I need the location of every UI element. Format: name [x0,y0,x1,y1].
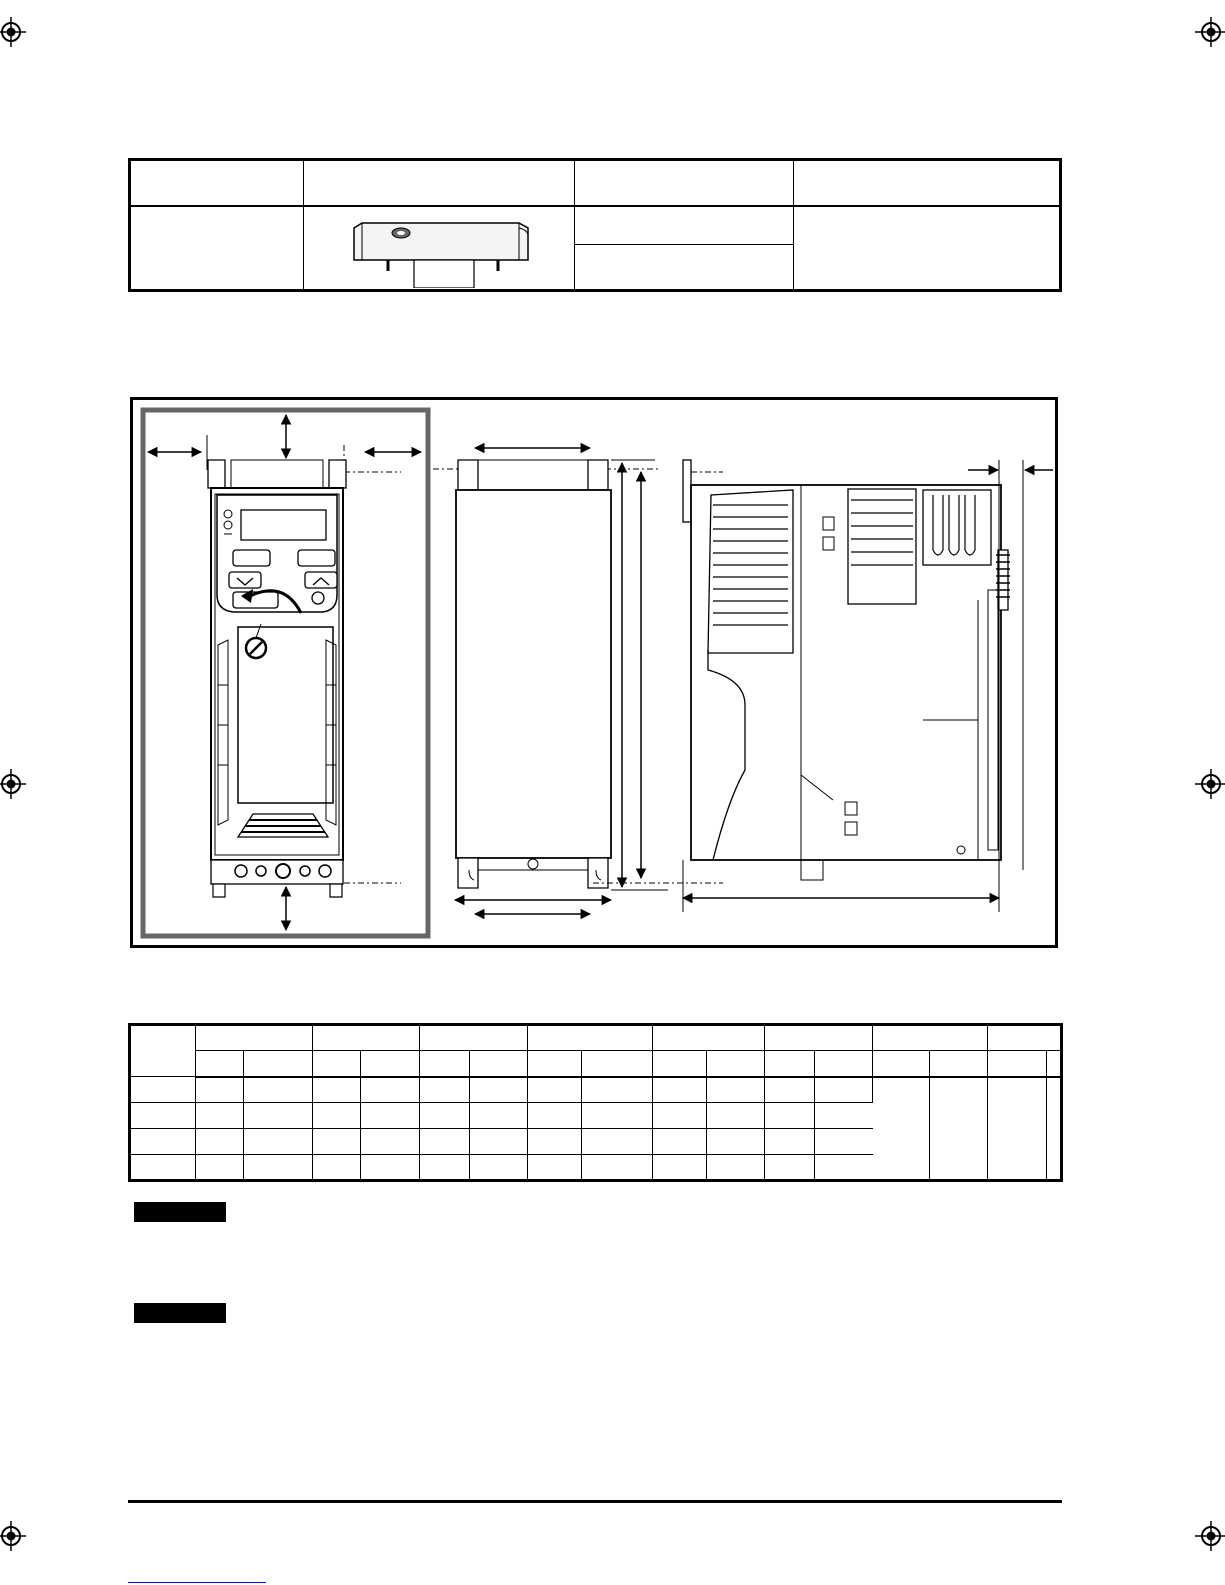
table-cell [765,1103,815,1129]
table-cell [815,1155,873,1181]
table-cell [528,1155,582,1181]
table-cell [361,1077,420,1103]
table-cell [244,1129,313,1155]
table-cell [130,1077,196,1103]
header-cell [304,160,575,207]
table-cell [653,1155,707,1181]
table-cell [130,1129,196,1155]
header-cell [653,1025,765,1051]
header-cell [765,1025,873,1051]
header-cell [528,1051,582,1077]
header-cell [313,1025,420,1051]
table-cell [582,1077,653,1103]
accessory-description [794,206,1061,290]
table-cell [707,1129,765,1155]
header-cell [244,1051,313,1077]
dimension-figure [130,397,1058,948]
front-view [143,410,428,936]
header-cell [988,1025,1062,1051]
table-cell [707,1103,765,1129]
footer-link-underline[interactable] [128,1582,266,1583]
table-cell [313,1155,361,1181]
header-cell [653,1051,707,1077]
registration-mark-middle-left [0,767,34,801]
header-cell [815,1051,873,1077]
header-cell [794,160,1061,207]
table-cell [361,1129,420,1155]
table-cell [420,1103,470,1129]
table-cell [361,1103,420,1129]
table-cell [313,1103,361,1129]
table-cell [707,1155,765,1181]
header-cell [575,160,794,207]
registration-mark-bottom-right [1191,1518,1225,1552]
table-cell [470,1077,528,1103]
table-cell [420,1077,470,1103]
table-cell [582,1155,653,1181]
table-cell [930,1077,988,1181]
accessory-table [128,158,1062,292]
note-badge [134,1303,226,1323]
header-cell [873,1025,988,1051]
table-cell [765,1155,815,1181]
dimensions-table [128,1023,1063,1182]
header-cell [420,1025,528,1051]
table-cell [765,1129,815,1155]
header-cell [707,1051,765,1077]
table-cell [1047,1077,1062,1181]
header-cell [765,1051,815,1077]
header-cell [196,1025,313,1051]
table-cell [653,1103,707,1129]
table-cell [707,1077,765,1103]
table-cell [470,1103,528,1129]
table-cell [313,1129,361,1155]
table-cell [313,1077,361,1103]
table-cell [815,1129,873,1155]
table-cell [361,1155,420,1181]
registration-mark-top-left [0,14,34,48]
table-cell [130,1103,196,1129]
header-cell [361,1051,420,1077]
table-cell [196,1077,244,1103]
header-cell [130,160,304,207]
header-cell [930,1051,988,1077]
side-view [433,448,723,914]
profile-view [683,460,1053,912]
table-cell [582,1129,653,1155]
table-cell [815,1103,873,1129]
table-cell [815,1077,873,1103]
table-cell [582,1103,653,1129]
accessory-image-cell [304,206,575,290]
table-header-row [130,160,1061,207]
header-cell [1047,1051,1062,1077]
header-cell [130,1025,196,1077]
note-badge [134,1202,226,1222]
table-cell [420,1155,470,1181]
header-cell [313,1051,361,1077]
accessory-bracket-image [304,208,572,288]
header-cell [196,1051,244,1077]
header-cell [582,1051,653,1077]
part-number-a [575,206,794,244]
table-row [130,206,1061,244]
table-cell [653,1129,707,1155]
table-cell [765,1077,815,1103]
table-cell [988,1077,1047,1181]
table-cell [528,1129,582,1155]
table-row [130,1077,1062,1103]
table-header-row [130,1051,1062,1077]
table-cell [196,1103,244,1129]
table-header-row [130,1025,1062,1051]
accessory-name [130,206,304,290]
drive-drawings [133,400,1055,945]
registration-mark-middle-right [1191,767,1225,801]
table-cell [130,1155,196,1181]
footer-rule [128,1500,1062,1503]
table-cell [528,1103,582,1129]
header-cell [420,1051,470,1077]
table-cell [244,1103,313,1129]
table-cell [653,1077,707,1103]
table-cell [196,1129,244,1155]
table-cell [873,1077,930,1181]
table-cell [244,1155,313,1181]
table-cell [470,1129,528,1155]
header-cell [873,1051,930,1077]
header-cell [528,1025,653,1051]
table-cell [470,1155,528,1181]
header-cell [988,1051,1047,1077]
part-number-b [575,244,794,290]
table-cell [244,1077,313,1103]
table-cell [420,1129,470,1155]
table-cell [528,1077,582,1103]
table-cell [196,1155,244,1181]
header-cell [470,1051,528,1077]
registration-mark-bottom-left [0,1518,34,1552]
registration-mark-top-right [1191,14,1225,48]
